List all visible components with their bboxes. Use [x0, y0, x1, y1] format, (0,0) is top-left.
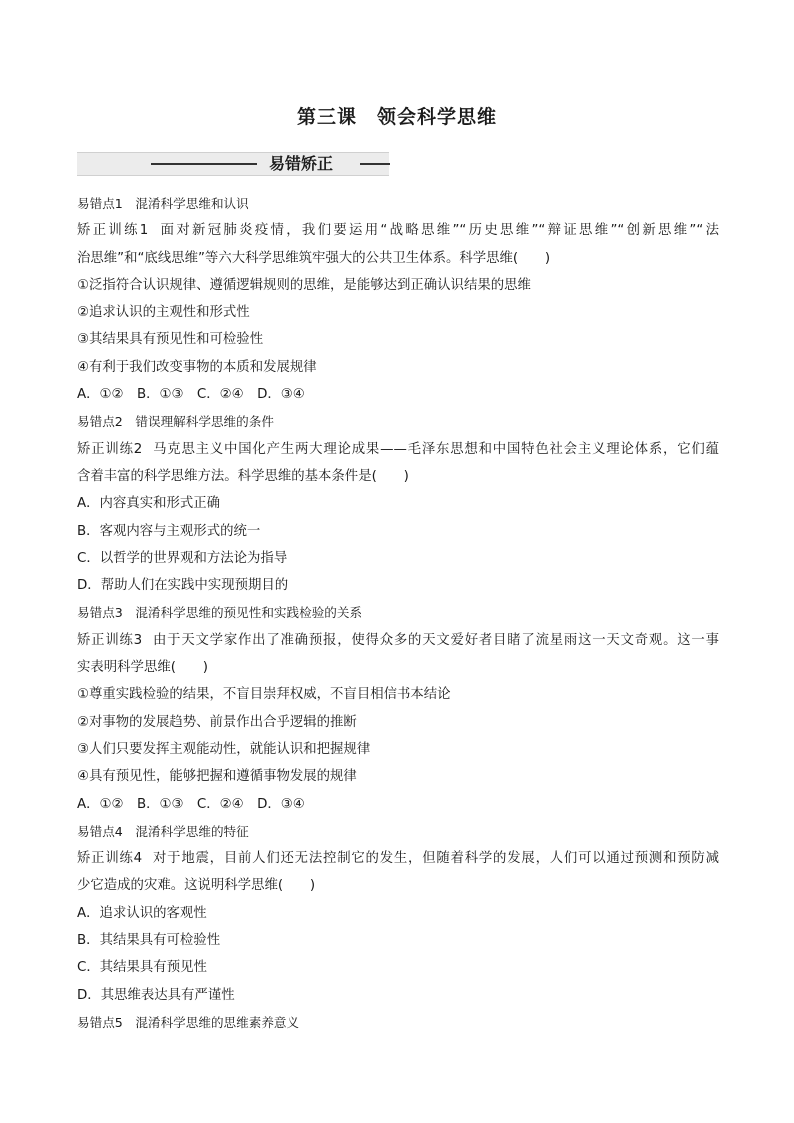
error-point-heading: 易错点5 混淆科学思维的思维素养意义: [77, 1014, 300, 1030]
answer-option: C．以哲学的世界观和方法论为指导: [77, 550, 288, 566]
answer-choices: A．①② B．①③ C．②④ D．③④: [77, 387, 305, 403]
error-point-block: [77, 1009, 719, 1036]
exercise-list: [77, 190, 719, 1036]
answer-option: D．帮助人们在实践中实现预期目的: [77, 578, 289, 594]
error-point-heading: 易错点1 混淆科学思维和认识: [77, 196, 249, 211]
statement-option: ③其结果具有预见性和可检验性: [77, 332, 264, 348]
statement-option: ①泛指符合认识规律、遵循逻辑规则的思维，是能够达到正确认识结果的思维: [77, 277, 531, 293]
error-point-heading: 易错点3 混淆科学思维的预见性和实践检验的关系: [77, 605, 363, 621]
error-point-block: [77, 408, 719, 599]
section-label: 易错矫正: [269, 154, 334, 173]
section-banner: [77, 152, 389, 176]
statement-option: ②对事物的发展趋势、前景作出合乎逻辑的推断: [77, 714, 357, 730]
question-label: 矫正训练1: [77, 223, 149, 239]
question-label: 矫正训练2: [77, 441, 143, 457]
answer-option: B．客观内容与主观形式的统一: [77, 523, 261, 539]
answer-option: A．追求认识的客观性: [77, 905, 207, 921]
question-line: 少它造成的灾难。这说明科学思维( ): [77, 878, 316, 894]
error-point-block: [77, 599, 719, 817]
answer-option: D．其思维表达具有严谨性: [77, 987, 235, 1003]
statement-option: ④具有预见性，能够把握和遵循事物发展的规律: [77, 769, 357, 785]
answer-choices: A．①② B．①③ C．②④ D．③④: [77, 796, 305, 812]
banner-right-rule: [360, 163, 390, 165]
question-line: 矫正训练1 面对新冠肺炎疫情，我们要运用“战略思维”“历史思维”“辩证思维”“创新思维”“法: [77, 223, 719, 239]
question-line: 含着丰富的科学思维方法。科学思维的基本条件是( ): [77, 468, 409, 484]
page-title: 第三课 领会科学思维: [296, 106, 497, 128]
error-point-block: [77, 190, 719, 408]
statement-option: ①尊重实践检验的结果，不盲目崇拜权威，不盲目相信书本结论: [77, 687, 451, 703]
question-label: 矫正训练3: [77, 632, 143, 648]
error-point-block: [77, 818, 719, 1009]
statement-option: ④有利于我们改变事物的本质和发展规律: [77, 359, 317, 375]
question-line: 实表明科学思维( ): [77, 660, 208, 676]
statement-option: ②追求认识的主观性和形式性: [77, 305, 250, 321]
question-label: 矫正训练4: [77, 851, 143, 867]
question-line: 矫正训练4 对于地震，目前人们还无法控制它的发生，但随着科学的发展，人们可以通过预测和预防减: [77, 851, 719, 867]
question-line: 矫正训练3 由于天文学家作出了准确预报，使得众多的天文爱好者目睹了流星雨这一天文奇观。这一事: [77, 632, 719, 648]
answer-option: C．其结果具有预见性: [77, 960, 207, 976]
answer-option: B．其结果具有可检验性: [77, 933, 221, 949]
answer-option: A．内容真实和形式正确: [77, 496, 221, 512]
statement-option: ③人们只要发挥主观能动性，就能认识和把握规律: [77, 741, 371, 757]
banner-left-rule: [151, 163, 257, 165]
error-point-heading: 易错点4 混淆科学思维的特征: [77, 823, 249, 839]
question-line: 治思维”和“底线思维”等六大科学思维筑牢强大的公共卫生体系。科学思维( ): [77, 250, 551, 266]
error-point-heading: 易错点2 错误理解科学思维的条件: [77, 414, 274, 430]
question-line: 矫正训练2 马克思主义中国化产生两大理论成果——毛泽东思想和中国特色社会主义理论体系，它们蕴: [77, 441, 719, 457]
